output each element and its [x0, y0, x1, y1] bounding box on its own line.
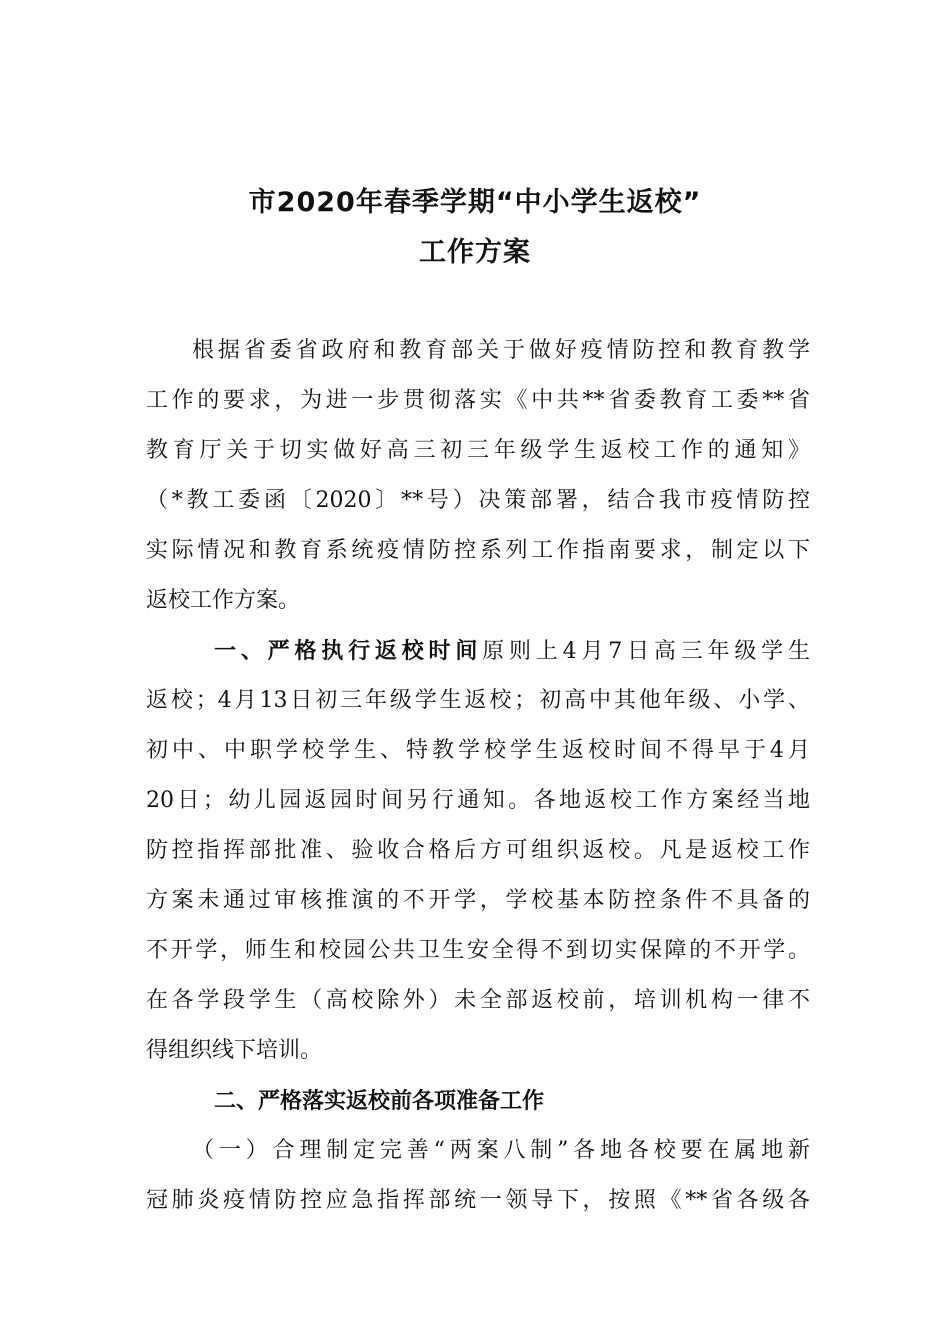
- section-1-line-5: 防控指挥部批准、验收合格后方可组织返校。凡是返校工作: [146, 838, 810, 863]
- intro-line-2: 工作的要求，为进一步贯彻落实《中共**省委教育工委**省: [146, 388, 810, 413]
- section-2-heading: 二、严格落实返校前各项准备工作: [214, 1088, 545, 1114]
- document-title-line-2: 工作方案: [419, 237, 531, 268]
- section-2-sub-1-line-2: 冠肺炎疫情防控应急指挥部统一领导下，按照《**省各级各: [146, 1188, 810, 1213]
- section-1-line-8: 在各学段学生（高校除外）未全部返校前，培训机构一律不: [146, 988, 810, 1013]
- section-1-line-9: 得组织线下培训。: [146, 1038, 323, 1063]
- intro-line-4: （*教工委函〔2020〕**号）决策部署，结合我市疫情防控: [146, 488, 810, 513]
- section-2-sub-1-line-1: （一）合理制定完善“两案八制”各地各校要在属地新: [192, 1138, 810, 1163]
- section-1-line-4: 20日；幼儿园返园时间另行通知。各地返校工作方案经当地: [146, 788, 810, 813]
- section-1-line-3: 初中、中职学校学生、特教学校学生返校时间不得早于4月: [146, 738, 810, 763]
- section-1-line-1: [214, 636, 810, 667]
- section-1-line-6: 方案未通过审核推演的不开学，学校基本防控条件不具备的: [146, 888, 810, 913]
- section-1-line-7: 不开学，师生和校园公共卫生安全得不到切实保障的不开学。: [146, 938, 810, 963]
- section-1-line-1-text: 原则上4月7日高三年级学生: [482, 639, 810, 664]
- section-1-line-2: 返校；4月13日初三年级学生返校；初高中其他年级、小学、: [146, 688, 810, 713]
- intro-line-6: 返校工作方案。: [146, 588, 301, 613]
- section-1-heading: 一、严格执行返校时间: [214, 638, 483, 664]
- intro-line-5: 实际情况和教育系统疫情防控系列工作指南要求，制定以下: [146, 538, 810, 563]
- document-title-line-1: 市2020年春季学期“中小学生返校”: [248, 187, 702, 218]
- intro-line-3: 教育厅关于切实做好高三初三年级学生返校工作的通知》: [146, 438, 810, 463]
- intro-line-1: 根据省委省政府和教育部关于做好疫情防控和教育教学: [192, 338, 810, 363]
